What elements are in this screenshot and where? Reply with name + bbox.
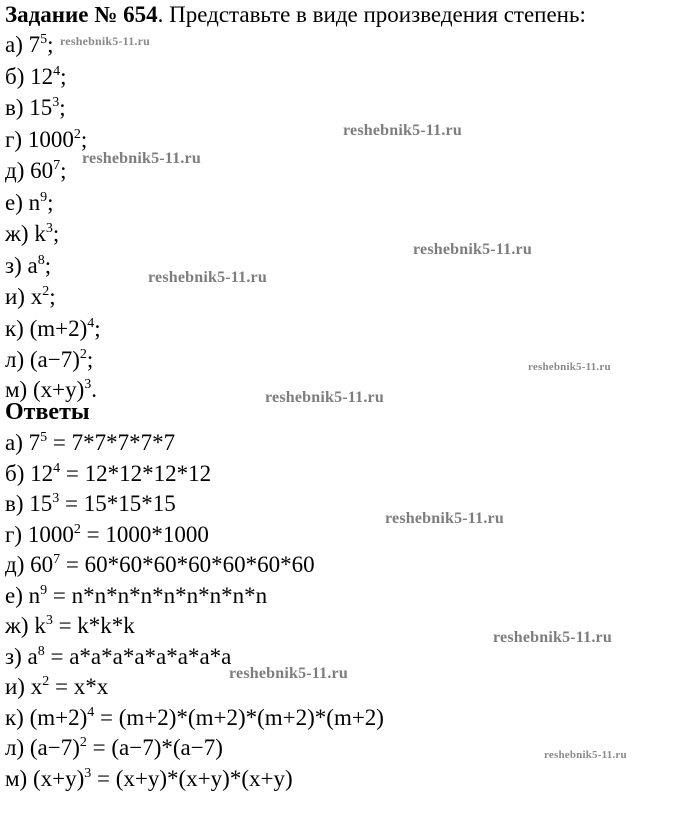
watermark: reshebnik5-11.ru — [229, 665, 348, 682]
answer-item: з) $a^8 = a*a*a*a*a*a*a*a$ — [5, 644, 232, 669]
watermark: reshebnik5-11.ru — [544, 749, 627, 761]
task-title — [5, 2, 586, 28]
answer-item: е) $n^9 = n*n*n*n*n*n*n*n*n$ — [5, 583, 268, 608]
task-item: ж) $k^3$; — [5, 221, 60, 246]
answer-item: в) $15^3 = 15*15*15$ — [5, 491, 176, 516]
task-item: к) $(m+2)^4$; — [5, 316, 101, 341]
task-item: д) $60^7$; — [5, 158, 67, 183]
watermark: reshebnik5-11.ru — [148, 269, 267, 286]
task-item: б) $12^4$; — [5, 64, 67, 89]
watermark: reshebnik5-11.ru — [265, 389, 384, 406]
answers-heading: Ответы — [5, 399, 90, 425]
watermark: reshebnik5-11.ru — [343, 122, 462, 139]
task-item: е) $n^9$; — [5, 190, 54, 215]
answer-item: б) $12^4 = 12*12*12*12$ — [5, 461, 212, 486]
task-item: в) $15^3$; — [5, 95, 66, 120]
watermark: reshebnik5-11.ru — [528, 361, 611, 373]
answer-item: к) $(m+2)^4 = (m+2)*(m+2)*(m+2)*(m+2)$ — [5, 705, 384, 730]
watermark: reshebnik5-11.ru — [493, 629, 612, 646]
answer-item: а) $7^5 = 7*7*7*7*7$ — [5, 430, 176, 455]
task-item: и) $x^2$; — [5, 284, 56, 309]
watermark: reshebnik5-11.ru — [385, 510, 504, 527]
task-item: г) 1000$^2$; — [5, 127, 88, 152]
answer-item: и) $x^2 = x*x$ — [5, 674, 109, 699]
watermark: reshebnik5-11.ru — [82, 150, 201, 167]
answer-item: м) $(x+y)^3 = (x+y)*(x+y)*(x+y)$ — [5, 766, 293, 791]
task-item: а) $7^5$; — [5, 32, 54, 57]
watermark: reshebnik5-11.ru — [413, 241, 532, 258]
task-statement: . Представьте в виде произведения степень: — [157, 2, 586, 27]
task-number: Задание № 654 — [5, 2, 158, 27]
answer-item: д) $60^7 = 60*60*60*60*60*60*60$ — [5, 552, 315, 577]
answer-item: г) $1000^2 = 1000*1000$ — [5, 522, 209, 547]
answer-item: ж) $k^3 = k*k*k$ — [5, 613, 135, 638]
watermark: reshebnik5-11.ru — [60, 34, 150, 48]
task-item: л) $(a-7)^2$; — [5, 347, 94, 372]
task-item: з) $a^8$; — [5, 253, 52, 278]
answer-item: л) $(a-7)^2 = (a-7)*(a-7)$ — [5, 735, 223, 760]
task-item: м) $(x+y)^3$. — [5, 377, 98, 402]
